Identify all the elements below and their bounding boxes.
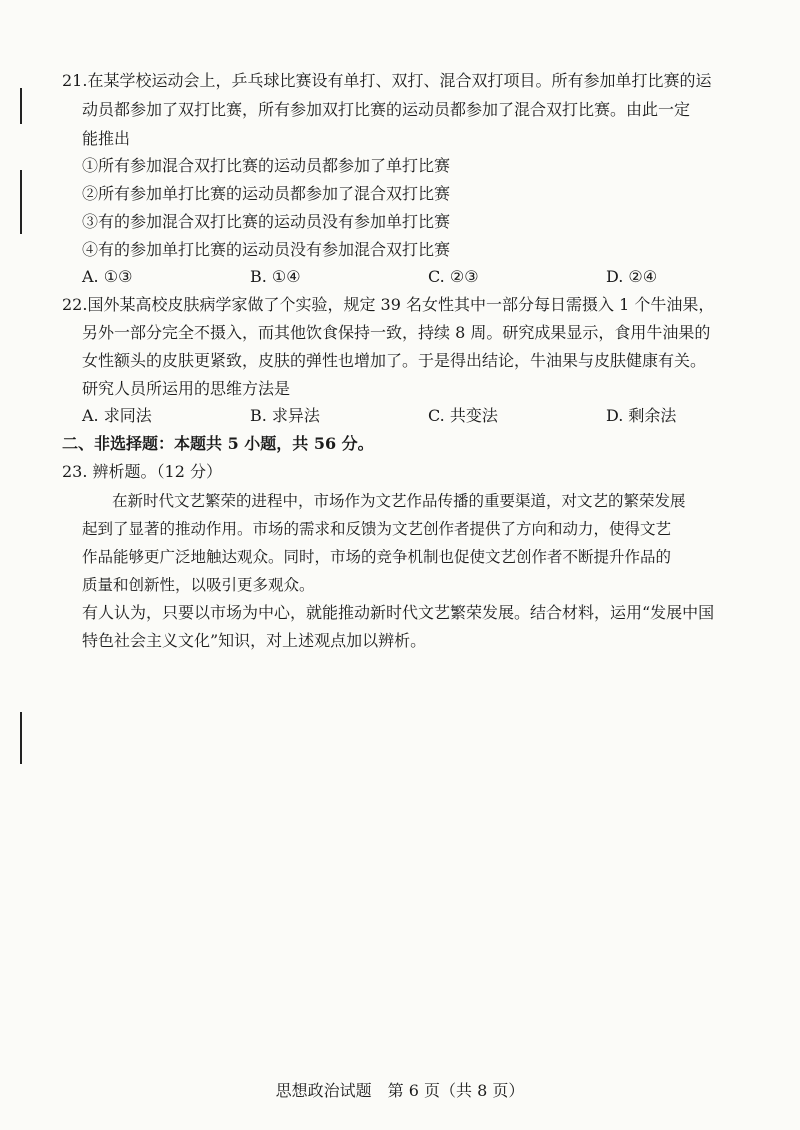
statement-3: ③有的参加混合双打比赛的运动员没有参加单打比赛: [82, 212, 451, 231]
question-stem-text: 能推出: [82, 129, 131, 148]
question-22-line-1: [62, 294, 714, 316]
scan-mark: [20, 88, 22, 124]
question-stem-text: 另外一部分完全不摄入，而其他饮食保持一致，持续 8 周。研究成果显示，食用牛油果的: [82, 323, 711, 342]
option-c: C. ②③: [428, 267, 479, 286]
statement-4: ④有的参加单打比赛的运动员没有参加混合双打比赛: [82, 240, 451, 259]
material-text: 起到了显著的推动作用。市场的需求和反馈为文艺创作者提供了方向和动力，使得文艺: [82, 520, 672, 538]
material-text: 质量和创新性，以吸引更多观众。: [82, 576, 315, 594]
statement-2: ②所有参加单打比赛的运动员都参加了混合双打比赛: [82, 184, 451, 203]
option-a: A. 求同法: [82, 406, 152, 425]
material-text: 在新时代文艺繁荣的进程中，市场作为文艺作品传播的重要渠道，对文艺的繁荣发展: [112, 492, 686, 510]
question-stem-text: 动员都参加了双打比赛，所有参加双打比赛的运动员都参加了混合双打比赛。由此一定: [82, 100, 691, 119]
task-text: 特色社会主义文化”知识，对上述观点加以辨析。: [82, 631, 427, 650]
option-b: B. 求异法: [250, 406, 320, 425]
statement-1: ①所有参加混合双打比赛的运动员都参加了单打比赛: [82, 156, 451, 175]
question-heading: 23. 辨析题。（12 分）: [62, 462, 222, 481]
option-c: C. 共变法: [428, 406, 498, 425]
question-stem-text: 在某学校运动会上，乒乓球比赛设有单打、双打、混合双打项目。所有参加单打比赛的运: [87, 71, 712, 90]
task-text: 有人认为，只要以市场为中心，就能推动新时代文艺繁荣发展。结合材料，运用“发展中国: [82, 603, 715, 622]
question-stem-text: 女性额头的皮肤更紧致，皮肤的弹性也增加了。于是得出结论，牛油果与皮肤健康有关。: [82, 351, 707, 370]
option-a: A. ①③: [82, 267, 133, 286]
material-text: 作品能够更广泛地触达观众。同时，市场的竞争机制也促使文艺创作者不断提升作品的: [82, 548, 672, 566]
question-number: 22.: [62, 295, 88, 314]
scan-mark: [20, 170, 22, 234]
question-stem-text: 国外某高校皮肤病学家做了个实验，规定 39 名女性其中一部分每日需摄入 1 个牛油果，: [87, 295, 715, 314]
scan-mark: [20, 712, 22, 764]
page-footer: 思想政治试题 第 6 页（共 8 页）: [275, 1081, 525, 1100]
question-number: 21.: [62, 71, 88, 90]
question-21-line-1: [62, 70, 711, 92]
option-b: B. ①④: [250, 267, 301, 286]
question-stem-text: 研究人员所运用的思维方法是: [82, 379, 291, 398]
option-d: D. ②④: [606, 267, 658, 286]
section-title: 二、非选择题：本题共 5 小题，共 56 分。: [62, 434, 374, 453]
option-d: D. 剩余法: [606, 406, 677, 425]
